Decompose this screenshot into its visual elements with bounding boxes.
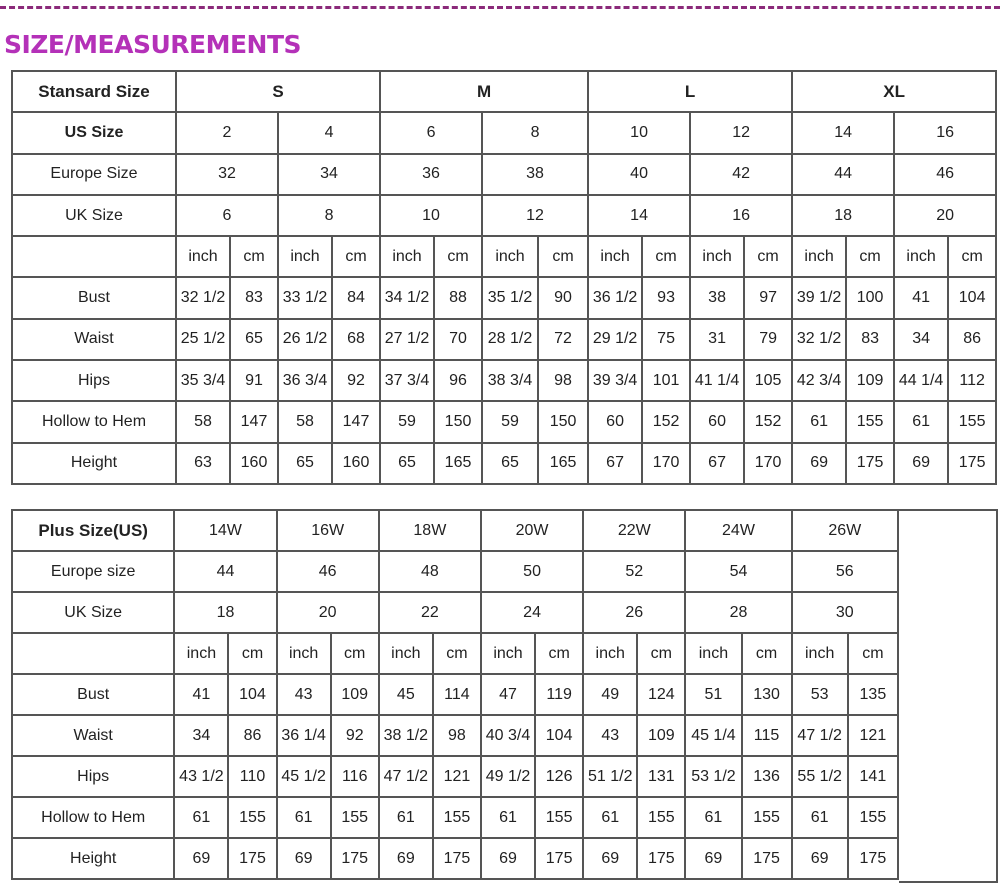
value-cell: 61 [583, 797, 637, 838]
unit-cm-cell: cm [433, 633, 481, 674]
value-cell: 119 [535, 674, 583, 715]
standard-size-label: Stansard Size [12, 71, 176, 112]
value-cell: 18W [379, 510, 481, 551]
value-cell: 61 [685, 797, 741, 838]
value-cell: 36 1/4 [277, 715, 331, 756]
value-cell: 50 [481, 551, 583, 592]
value-cell: 69 [792, 838, 848, 879]
value-cell: 59 [380, 401, 434, 442]
value-cell: 52 [583, 551, 685, 592]
value-cell: 8 [482, 112, 588, 153]
unit-cm-cell: cm [434, 236, 482, 277]
value-cell: 88 [434, 277, 482, 318]
size-group-xl: XL [792, 71, 996, 112]
value-cell: 14 [588, 195, 690, 236]
value-cell: 69 [174, 838, 228, 879]
unit-inch-cell: inch [792, 633, 848, 674]
value-cell: 104 [535, 715, 583, 756]
row-label: Hips [12, 360, 176, 401]
page-title: SIZE/MEASUREMENTS [4, 30, 302, 59]
value-cell: 34 [894, 319, 948, 360]
value-cell: 69 [583, 838, 637, 879]
value-cell: 48 [379, 551, 481, 592]
unit-cm-cell: cm [228, 633, 276, 674]
value-cell: 136 [742, 756, 792, 797]
row-label: US Size [12, 112, 176, 153]
value-cell: 92 [331, 715, 379, 756]
value-cell: 46 [894, 154, 996, 195]
value-cell: 83 [846, 319, 894, 360]
value-cell: 47 1/2 [792, 715, 848, 756]
value-cell: 12 [482, 195, 588, 236]
value-cell: 53 1/2 [685, 756, 741, 797]
value-cell: 32 1/2 [176, 277, 230, 318]
value-cell: 152 [744, 401, 792, 442]
value-cell: 16 [894, 112, 996, 153]
unit-cm-cell: cm [848, 633, 898, 674]
value-cell: 155 [848, 797, 898, 838]
value-cell: 41 1/4 [690, 360, 744, 401]
value-cell: 152 [642, 401, 690, 442]
value-cell: 22W [583, 510, 685, 551]
value-cell: 24W [685, 510, 791, 551]
value-cell: 90 [538, 277, 588, 318]
value-cell: 155 [846, 401, 894, 442]
value-cell: 34 [278, 154, 380, 195]
value-cell: 165 [434, 443, 482, 484]
measure-row [12, 443, 996, 484]
value-cell: 53 [792, 674, 848, 715]
value-cell: 6 [176, 195, 278, 236]
value-cell: 43 1/2 [174, 756, 228, 797]
value-cell: 59 [482, 401, 538, 442]
value-cell: 147 [230, 401, 278, 442]
value-cell: 8 [278, 195, 380, 236]
row-label: Waist [12, 319, 176, 360]
value-cell: 155 [433, 797, 481, 838]
standard-header-row [12, 71, 996, 112]
value-cell: 175 [948, 443, 996, 484]
value-cell: 54 [685, 551, 791, 592]
row-label: Plus Size(US) [12, 510, 174, 551]
value-cell: 96 [434, 360, 482, 401]
size-group-s: S [176, 71, 380, 112]
unit-inch-cell: inch [894, 236, 948, 277]
plus-measure-row [12, 674, 898, 715]
unit-cm-cell: cm [535, 633, 583, 674]
value-cell: 69 [894, 443, 948, 484]
row-label: UK Size [12, 592, 174, 633]
row-label: Hollow to Hem [12, 401, 176, 442]
value-cell: 44 [174, 551, 276, 592]
plus-uk-row [12, 592, 898, 633]
value-cell: 10 [380, 195, 482, 236]
value-cell: 79 [744, 319, 792, 360]
row-label: Bust [12, 277, 176, 318]
value-cell: 175 [433, 838, 481, 879]
unit-inch-cell: inch [176, 236, 230, 277]
value-cell: 14 [792, 112, 894, 153]
value-cell: 39 1/2 [792, 277, 846, 318]
unit-cm-cell: cm [637, 633, 685, 674]
value-cell: 35 1/2 [482, 277, 538, 318]
us-size-row [12, 112, 996, 153]
value-cell: 175 [331, 838, 379, 879]
value-cell: 36 [380, 154, 482, 195]
value-cell: 51 [685, 674, 741, 715]
value-cell: 39 3/4 [588, 360, 642, 401]
unit-inch-cell: inch [482, 236, 538, 277]
value-cell: 61 [481, 797, 535, 838]
value-cell: 69 [685, 838, 741, 879]
unit-cm-cell: cm [230, 236, 278, 277]
value-cell: 126 [535, 756, 583, 797]
value-cell: 38 3/4 [482, 360, 538, 401]
value-cell: 121 [433, 756, 481, 797]
value-cell: 38 1/2 [379, 715, 433, 756]
value-cell: 175 [742, 838, 792, 879]
value-cell: 65 [278, 443, 332, 484]
value-cell: 155 [228, 797, 276, 838]
value-cell: 37 3/4 [380, 360, 434, 401]
value-cell: 67 [588, 443, 642, 484]
value-cell: 61 [379, 797, 433, 838]
value-cell: 41 [174, 674, 228, 715]
blank-cell [12, 633, 174, 674]
value-cell: 101 [642, 360, 690, 401]
measure-row [12, 277, 996, 318]
value-cell: 27 1/2 [380, 319, 434, 360]
value-cell: 51 1/2 [583, 756, 637, 797]
value-cell: 109 [637, 715, 685, 756]
value-cell: 104 [948, 277, 996, 318]
row-label: Hollow to Hem [12, 797, 174, 838]
unit-cm-cell: cm [846, 236, 894, 277]
value-cell: 69 [481, 838, 535, 879]
plus-measure-row [12, 715, 898, 756]
measure-row [12, 360, 996, 401]
value-cell: 45 1/2 [277, 756, 331, 797]
value-cell: 18 [792, 195, 894, 236]
unit-cm-cell: cm [332, 236, 380, 277]
value-cell: 10 [588, 112, 690, 153]
value-cell: 33 1/2 [278, 277, 332, 318]
measure-row [12, 319, 996, 360]
value-cell: 28 [685, 592, 791, 633]
unit-cm-cell: cm [331, 633, 379, 674]
value-cell: 175 [228, 838, 276, 879]
unit-inch-cell: inch [481, 633, 535, 674]
blank-cell [899, 509, 998, 883]
row-label: Height [12, 838, 174, 879]
unit-inch-cell: inch [685, 633, 741, 674]
value-cell: 26 1/2 [278, 319, 332, 360]
value-cell: 67 [690, 443, 744, 484]
value-cell: 47 [481, 674, 535, 715]
size-group-l: L [588, 71, 792, 112]
plus-units-row [12, 633, 898, 674]
value-cell: 155 [948, 401, 996, 442]
value-cell: 92 [332, 360, 380, 401]
value-cell: 44 [792, 154, 894, 195]
value-cell: 70 [434, 319, 482, 360]
value-cell: 43 [583, 715, 637, 756]
value-cell: 84 [332, 277, 380, 318]
value-cell: 20W [481, 510, 583, 551]
value-cell: 109 [846, 360, 894, 401]
row-label: UK Size [12, 195, 176, 236]
unit-inch-cell: inch [277, 633, 331, 674]
value-cell: 105 [744, 360, 792, 401]
value-cell: 34 [174, 715, 228, 756]
value-cell: 26W [792, 510, 898, 551]
value-cell: 44 1/4 [894, 360, 948, 401]
value-cell: 24 [481, 592, 583, 633]
value-cell: 69 [792, 443, 846, 484]
value-cell: 40 [588, 154, 690, 195]
value-cell: 42 3/4 [792, 360, 846, 401]
value-cell: 56 [792, 551, 898, 592]
unit-inch-cell: inch [174, 633, 228, 674]
value-cell: 65 [482, 443, 538, 484]
value-cell: 36 3/4 [278, 360, 332, 401]
value-cell: 97 [744, 277, 792, 318]
value-cell: 49 [583, 674, 637, 715]
row-label: Height [12, 443, 176, 484]
unit-cm-cell: cm [744, 236, 792, 277]
value-cell: 30 [792, 592, 898, 633]
value-cell: 165 [538, 443, 588, 484]
value-cell: 14W [174, 510, 276, 551]
dashed-divider [0, 6, 1000, 9]
value-cell: 32 [176, 154, 278, 195]
value-cell: 34 1/2 [380, 277, 434, 318]
value-cell: 109 [331, 674, 379, 715]
value-cell: 141 [848, 756, 898, 797]
value-cell: 49 1/2 [481, 756, 535, 797]
value-cell: 93 [642, 277, 690, 318]
value-cell: 175 [637, 838, 685, 879]
value-cell: 160 [332, 443, 380, 484]
plus-measure-row [12, 756, 898, 797]
value-cell: 65 [230, 319, 278, 360]
value-cell: 110 [228, 756, 276, 797]
value-cell: 60 [588, 401, 642, 442]
value-cell: 38 [690, 277, 744, 318]
value-cell: 150 [538, 401, 588, 442]
value-cell: 100 [846, 277, 894, 318]
value-cell: 55 1/2 [792, 756, 848, 797]
value-cell: 175 [848, 838, 898, 879]
plus-measure-row [12, 838, 898, 879]
value-cell: 20 [277, 592, 379, 633]
unit-cm-cell: cm [538, 236, 588, 277]
value-cell: 114 [433, 674, 481, 715]
value-cell: 26 [583, 592, 685, 633]
value-cell: 46 [277, 551, 379, 592]
value-cell: 83 [230, 277, 278, 318]
value-cell: 61 [792, 797, 848, 838]
value-cell: 72 [538, 319, 588, 360]
value-cell: 91 [230, 360, 278, 401]
row-label: Hips [12, 756, 174, 797]
value-cell: 58 [176, 401, 230, 442]
value-cell: 61 [894, 401, 948, 442]
value-cell: 65 [380, 443, 434, 484]
value-cell: 155 [742, 797, 792, 838]
value-cell: 150 [434, 401, 482, 442]
value-cell: 6 [380, 112, 482, 153]
value-cell: 69 [379, 838, 433, 879]
value-cell: 68 [332, 319, 380, 360]
unit-inch-cell: inch [379, 633, 433, 674]
value-cell: 31 [690, 319, 744, 360]
value-cell: 42 [690, 154, 792, 195]
value-cell: 58 [278, 401, 332, 442]
value-cell: 155 [331, 797, 379, 838]
row-label: Waist [12, 715, 174, 756]
value-cell: 69 [277, 838, 331, 879]
uk-size-row [12, 195, 996, 236]
unit-inch-cell: inch [583, 633, 637, 674]
value-cell: 41 [894, 277, 948, 318]
value-cell: 160 [230, 443, 278, 484]
value-cell: 86 [948, 319, 996, 360]
value-cell: 61 [792, 401, 846, 442]
value-cell: 170 [642, 443, 690, 484]
value-cell: 47 1/2 [379, 756, 433, 797]
unit-inch-cell: inch [690, 236, 744, 277]
value-cell: 147 [332, 401, 380, 442]
standard-size-table [11, 70, 997, 485]
value-cell: 25 1/2 [176, 319, 230, 360]
unit-cm-cell: cm [742, 633, 792, 674]
value-cell: 20 [894, 195, 996, 236]
unit-inch-cell: inch [278, 236, 332, 277]
unit-inch-cell: inch [380, 236, 434, 277]
size-group-m: M [380, 71, 588, 112]
value-cell: 28 1/2 [482, 319, 538, 360]
value-cell: 60 [690, 401, 744, 442]
value-cell: 115 [742, 715, 792, 756]
value-cell: 86 [228, 715, 276, 756]
value-cell: 63 [176, 443, 230, 484]
unit-cm-cell: cm [948, 236, 996, 277]
measure-row [12, 401, 996, 442]
value-cell: 135 [848, 674, 898, 715]
row-label: Bust [12, 674, 174, 715]
value-cell: 131 [637, 756, 685, 797]
value-cell: 98 [433, 715, 481, 756]
value-cell: 75 [642, 319, 690, 360]
value-cell: 2 [176, 112, 278, 153]
unit-inch-cell: inch [792, 236, 846, 277]
value-cell: 16W [277, 510, 379, 551]
value-cell: 29 1/2 [588, 319, 642, 360]
value-cell: 170 [744, 443, 792, 484]
value-cell: 45 1/4 [685, 715, 741, 756]
value-cell: 36 1/2 [588, 277, 642, 318]
unit-cm-cell: cm [642, 236, 690, 277]
value-cell: 12 [690, 112, 792, 153]
row-label: Europe Size [12, 154, 176, 195]
plus-europe-row [12, 551, 898, 592]
plus-size-table [11, 509, 899, 880]
value-cell: 4 [278, 112, 380, 153]
blank-cell [12, 236, 176, 277]
value-cell: 175 [846, 443, 894, 484]
value-cell: 45 [379, 674, 433, 715]
units-row [12, 236, 996, 277]
value-cell: 16 [690, 195, 792, 236]
value-cell: 175 [535, 838, 583, 879]
value-cell: 121 [848, 715, 898, 756]
value-cell: 104 [228, 674, 276, 715]
value-cell: 61 [174, 797, 228, 838]
value-cell: 155 [535, 797, 583, 838]
plus-measure-row [12, 797, 898, 838]
plus-header-row [12, 510, 898, 551]
value-cell: 112 [948, 360, 996, 401]
value-cell: 116 [331, 756, 379, 797]
value-cell: 43 [277, 674, 331, 715]
value-cell: 130 [742, 674, 792, 715]
value-cell: 155 [637, 797, 685, 838]
value-cell: 35 3/4 [176, 360, 230, 401]
value-cell: 18 [174, 592, 276, 633]
europe-size-row [12, 154, 996, 195]
value-cell: 32 1/2 [792, 319, 846, 360]
value-cell: 98 [538, 360, 588, 401]
row-label: Europe size [12, 551, 174, 592]
value-cell: 40 3/4 [481, 715, 535, 756]
value-cell: 22 [379, 592, 481, 633]
value-cell: 124 [637, 674, 685, 715]
value-cell: 61 [277, 797, 331, 838]
value-cell: 38 [482, 154, 588, 195]
unit-inch-cell: inch [588, 236, 642, 277]
